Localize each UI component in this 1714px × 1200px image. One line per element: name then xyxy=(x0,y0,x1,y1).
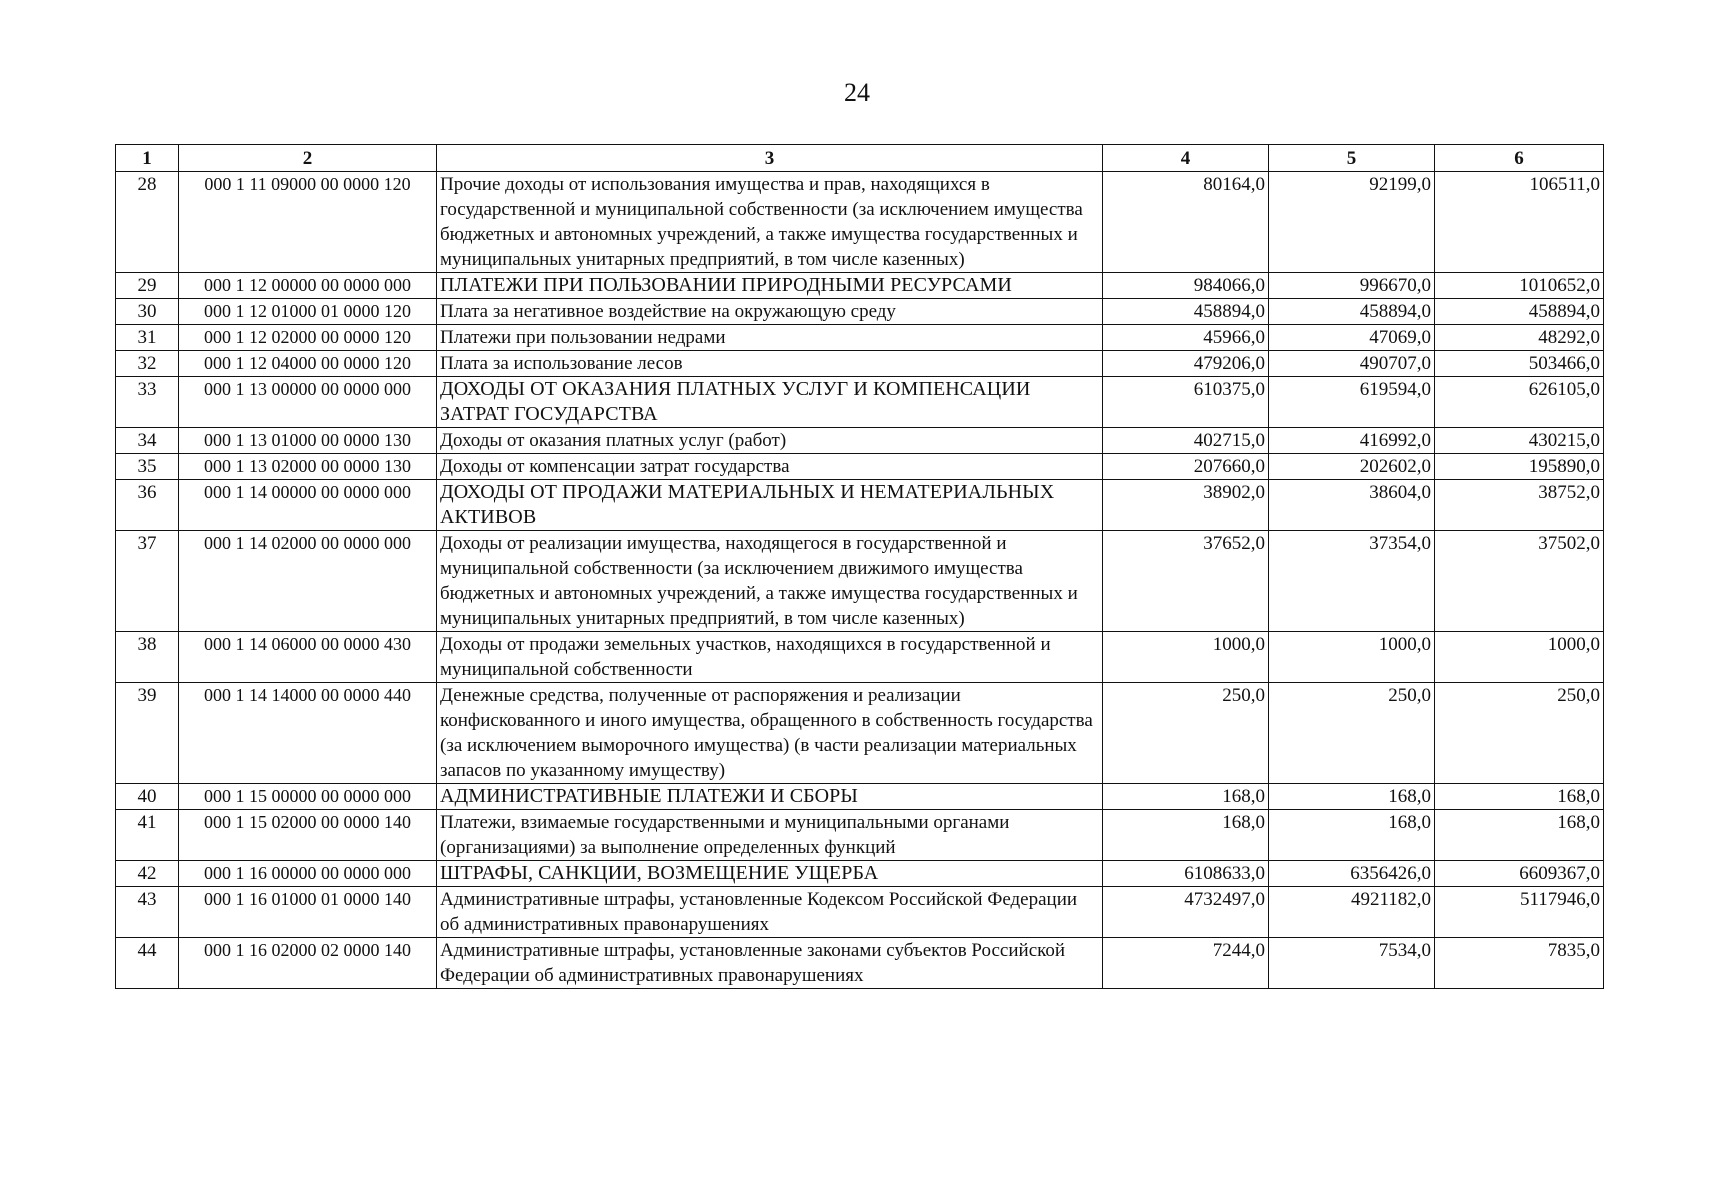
row-number: 33 xyxy=(116,377,179,428)
value-col-6: 38752,0 xyxy=(1435,480,1604,531)
value-col-4: 4732497,0 xyxy=(1103,887,1269,938)
value-col-6: 5117946,0 xyxy=(1435,887,1604,938)
column-header: 2 xyxy=(179,145,437,172)
table-header-row xyxy=(116,145,1604,172)
value-col-4: 45966,0 xyxy=(1103,325,1269,351)
column-header: 6 xyxy=(1435,145,1604,172)
budget-code: 000 1 12 01000 01 0000 120 xyxy=(179,299,437,325)
value-col-6: 7835,0 xyxy=(1435,938,1604,989)
value-col-6: 503466,0 xyxy=(1435,351,1604,377)
value-col-4: 250,0 xyxy=(1103,683,1269,784)
value-col-6: 250,0 xyxy=(1435,683,1604,784)
value-col-6: 195890,0 xyxy=(1435,454,1604,480)
value-col-6: 430215,0 xyxy=(1435,428,1604,454)
row-number: 34 xyxy=(116,428,179,454)
budget-code: 000 1 13 02000 00 0000 130 xyxy=(179,454,437,480)
budget-code: 000 1 12 02000 00 0000 120 xyxy=(179,325,437,351)
value-col-5: 168,0 xyxy=(1269,784,1435,810)
table-row xyxy=(116,299,1604,325)
row-number: 39 xyxy=(116,683,179,784)
value-col-5: 1000,0 xyxy=(1269,632,1435,683)
row-number: 41 xyxy=(116,810,179,861)
value-col-6: 168,0 xyxy=(1435,784,1604,810)
value-col-6: 168,0 xyxy=(1435,810,1604,861)
table-row xyxy=(116,480,1604,531)
column-header: 1 xyxy=(116,145,179,172)
value-col-6: 1010652,0 xyxy=(1435,273,1604,299)
value-col-5: 4921182,0 xyxy=(1269,887,1435,938)
budget-code: 000 1 15 02000 00 0000 140 xyxy=(179,810,437,861)
value-col-4: 458894,0 xyxy=(1103,299,1269,325)
income-name: ДОХОДЫ ОТ ОКАЗАНИЯ ПЛАТНЫХ УСЛУГ И КОМПЕНСАЦИИ ЗАТРАТ ГОСУДАРСТВА xyxy=(437,377,1103,428)
budget-code: 000 1 12 04000 00 0000 120 xyxy=(179,351,437,377)
income-name: Доходы от продажи земельных участков, находящихся в государственной и муниципальной собственности xyxy=(437,632,1103,683)
value-col-4: 6108633,0 xyxy=(1103,861,1269,887)
column-header: 4 xyxy=(1103,145,1269,172)
value-col-4: 984066,0 xyxy=(1103,273,1269,299)
value-col-4: 479206,0 xyxy=(1103,351,1269,377)
table-row xyxy=(116,377,1604,428)
value-col-5: 416992,0 xyxy=(1269,428,1435,454)
budget-code: 000 1 14 02000 00 0000 000 xyxy=(179,531,437,632)
value-col-6: 48292,0 xyxy=(1435,325,1604,351)
income-name: Плата за негативное воздействие на окружающую среду xyxy=(437,299,1103,325)
value-col-5: 38604,0 xyxy=(1269,480,1435,531)
income-name: Прочие доходы от использования имущества и прав, находящихся в государственной и муниципальной собственности (за исключением имущества бюджетных и автономных учреждений, а также имущества государственных и муниципальных унитарных предприятий, в том числе казенных) xyxy=(437,172,1103,273)
row-number: 37 xyxy=(116,531,179,632)
table-row xyxy=(116,810,1604,861)
table-row xyxy=(116,632,1604,683)
revenue-table xyxy=(115,144,1604,989)
budget-code: 000 1 13 00000 00 0000 000 xyxy=(179,377,437,428)
income-name: ШТРАФЫ, САНКЦИИ, ВОЗМЕЩЕНИЕ УЩЕРБА xyxy=(437,861,1103,887)
row-number: 35 xyxy=(116,454,179,480)
value-col-5: 37354,0 xyxy=(1269,531,1435,632)
value-col-4: 1000,0 xyxy=(1103,632,1269,683)
income-name: Доходы от компенсации затрат государства xyxy=(437,454,1103,480)
income-name: Доходы от оказания платных услуг (работ) xyxy=(437,428,1103,454)
income-name: Административные штрафы, установленные Кодексом Российской Федерации об административных правонарушениях xyxy=(437,887,1103,938)
table-row xyxy=(116,428,1604,454)
budget-code: 000 1 12 00000 00 0000 000 xyxy=(179,273,437,299)
value-col-4: 207660,0 xyxy=(1103,454,1269,480)
budget-code: 000 1 13 01000 00 0000 130 xyxy=(179,428,437,454)
table-row xyxy=(116,683,1604,784)
column-header: 3 xyxy=(437,145,1103,172)
row-number: 36 xyxy=(116,480,179,531)
row-number: 44 xyxy=(116,938,179,989)
page-number: 24 xyxy=(844,78,870,107)
income-name: ДОХОДЫ ОТ ПРОДАЖИ МАТЕРИАЛЬНЫХ И НЕМАТЕРИАЛЬНЫХ АКТИВОВ xyxy=(437,480,1103,531)
value-col-5: 490707,0 xyxy=(1269,351,1435,377)
income-name: Плата за использование лесов xyxy=(437,351,1103,377)
value-col-5: 996670,0 xyxy=(1269,273,1435,299)
table-row xyxy=(116,351,1604,377)
value-col-6: 1000,0 xyxy=(1435,632,1604,683)
income-name: Платежи, взимаемые государственными и муниципальными органами (организациями) за выполнение определенных функций xyxy=(437,810,1103,861)
row-number: 29 xyxy=(116,273,179,299)
value-col-6: 6609367,0 xyxy=(1435,861,1604,887)
column-header: 5 xyxy=(1269,145,1435,172)
value-col-4: 168,0 xyxy=(1103,810,1269,861)
table-row xyxy=(116,887,1604,938)
table-row xyxy=(116,938,1604,989)
budget-code: 000 1 11 09000 00 0000 120 xyxy=(179,172,437,273)
value-col-6: 626105,0 xyxy=(1435,377,1604,428)
budget-code: 000 1 16 02000 02 0000 140 xyxy=(179,938,437,989)
value-col-5: 168,0 xyxy=(1269,810,1435,861)
income-name: ПЛАТЕЖИ ПРИ ПОЛЬЗОВАНИИ ПРИРОДНЫМИ РЕСУРСАМИ xyxy=(437,273,1103,299)
table-row xyxy=(116,273,1604,299)
value-col-5: 250,0 xyxy=(1269,683,1435,784)
value-col-6: 106511,0 xyxy=(1435,172,1604,273)
income-name: Доходы от реализации имущества, находящегося в государственной и муниципальной собственности (за исключением движимого имущества бюджетных и автономных учреждений, а также имущества государственных и муниципальных унитарных предприятий, в том числе казенных) xyxy=(437,531,1103,632)
table-row xyxy=(116,325,1604,351)
value-col-4: 168,0 xyxy=(1103,784,1269,810)
budget-code: 000 1 14 14000 00 0000 440 xyxy=(179,683,437,784)
value-col-5: 458894,0 xyxy=(1269,299,1435,325)
value-col-4: 80164,0 xyxy=(1103,172,1269,273)
budget-code: 000 1 14 06000 00 0000 430 xyxy=(179,632,437,683)
row-number: 28 xyxy=(116,172,179,273)
budget-code: 000 1 14 00000 00 0000 000 xyxy=(179,480,437,531)
income-name: АДМИНИСТРАТИВНЫЕ ПЛАТЕЖИ И СБОРЫ xyxy=(437,784,1103,810)
value-col-5: 6356426,0 xyxy=(1269,861,1435,887)
value-col-4: 38902,0 xyxy=(1103,480,1269,531)
value-col-4: 402715,0 xyxy=(1103,428,1269,454)
budget-code: 000 1 16 01000 01 0000 140 xyxy=(179,887,437,938)
table-row xyxy=(116,861,1604,887)
row-number: 30 xyxy=(116,299,179,325)
value-col-5: 92199,0 xyxy=(1269,172,1435,273)
table-row xyxy=(116,454,1604,480)
table-row xyxy=(116,172,1604,273)
row-number: 42 xyxy=(116,861,179,887)
income-name: Платежи при пользовании недрами xyxy=(437,325,1103,351)
budget-code: 000 1 15 00000 00 0000 000 xyxy=(179,784,437,810)
row-number: 31 xyxy=(116,325,179,351)
value-col-5: 7534,0 xyxy=(1269,938,1435,989)
row-number: 40 xyxy=(116,784,179,810)
budget-code: 000 1 16 00000 00 0000 000 xyxy=(179,861,437,887)
table-row xyxy=(116,784,1604,810)
income-name: Денежные средства, полученные от распоряжения и реализации конфискованного и иного имущества, обращенного в собственность государства (за исключением выморочного имущества) (в части реализации материальных запасов по указанному имуществу) xyxy=(437,683,1103,784)
value-col-4: 610375,0 xyxy=(1103,377,1269,428)
row-number: 38 xyxy=(116,632,179,683)
row-number: 32 xyxy=(116,351,179,377)
table-row xyxy=(116,531,1604,632)
value-col-4: 37652,0 xyxy=(1103,531,1269,632)
value-col-5: 619594,0 xyxy=(1269,377,1435,428)
income-name: Административные штрафы, установленные законами субъектов Российской Федерации об административных правонарушениях xyxy=(437,938,1103,989)
value-col-4: 7244,0 xyxy=(1103,938,1269,989)
value-col-5: 202602,0 xyxy=(1269,454,1435,480)
value-col-5: 47069,0 xyxy=(1269,325,1435,351)
value-col-6: 37502,0 xyxy=(1435,531,1604,632)
value-col-6: 458894,0 xyxy=(1435,299,1604,325)
row-number: 43 xyxy=(116,887,179,938)
